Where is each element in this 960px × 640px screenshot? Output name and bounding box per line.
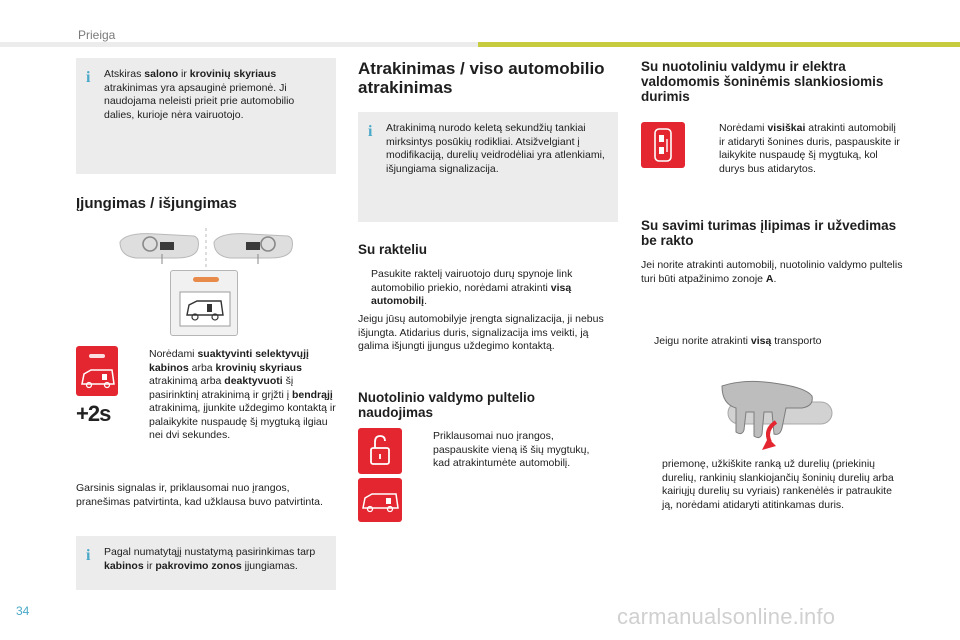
paragraph-pull-handle: priemonę, užkiškite ranką už durelių (priekinių durelių, rankinių slankiojančių šoninių durelių arba kairiųjų durelių su vyriais) rankenėlės ir patraukite ją, norėdami atidaryti atitinkamas duris.: [662, 458, 894, 511]
info-icon: i: [86, 547, 91, 564]
unlock-cargo-button-icon: [358, 478, 402, 522]
bullet-remote-unlock: Priklausomai nuo įrangos, paspauskite vieną iš šių mygtukų, kad atrakintumėte automobilį.: [433, 430, 590, 469]
info-text: Pagal numatytąjį nustatymą pasirinkimas tarp kabinos ir pakrovimo zonos įjungiamas.: [104, 546, 316, 572]
heading-activation: Įjungimas / išjungimas: [76, 195, 237, 212]
sliding-door-button-icon: [641, 122, 685, 168]
unlock-padlock-button-icon: [358, 428, 402, 474]
paragraph-alarm: Jeigu jūsų automobilyje įrengta signalizacija, ji nebus išjungta. Atidarius duris, signalizacija ims veikti, ją galima išjungti įjungus uždegimo kontaktą.: [358, 313, 604, 352]
info-icon: i: [86, 69, 91, 86]
two-seconds-badge: +2s: [76, 401, 111, 426]
info-icon: i: [368, 123, 373, 140]
bullet-full-unlock: Norėdami visiškai atrakinti automobilį ir atidaryti šonines duris, paspauskite ir laikykite nuspaudę šį mygtuką, kol durys bus atidarytos.: [719, 122, 900, 175]
door-handles-illustration: [116, 226, 296, 276]
bullet-selective-unlock: Norėdami suaktyvinti selektyvųjį kabinos arba krovinių skyriaus atrakinimą arba deaktyvuoti šį pasirinktinį atrakinimą ir grįžti į bendrąjį atrakinimą, įjunkite uždegimo kontaktą ir palaikykite nuspaudę šį mygtuką ilgiau nei dvi sekundes.: [149, 348, 336, 441]
paragraph-confirmation: Garsinis signalas ir, priklausomai nuo įrangos, pranešimas patvirtinta, kad užklausa buvo patvirtinta.: [76, 482, 323, 508]
heading-remote-sliding-doors: Su nuotoliniu valdymu ir elektra valdomomis šoninėmis slankiosiomis durimis: [641, 59, 884, 104]
section-name: Prieiga: [78, 28, 116, 42]
watermark: carmanualsonline.info: [617, 604, 836, 629]
header-accent-bar: [478, 42, 960, 47]
info-box-separate-unlocking: [76, 58, 336, 174]
info-text: Atrakinimą nurodo keletą sekundžių tankiai mirksintys posūkių rodikliai. Atsižvelgiant į modifikaciją, durelių veidrodėliai yra atlenkiami, išjungiama signalizacija.: [386, 122, 605, 175]
keyfob-indicator-light: [193, 277, 219, 282]
bullet-keyless-unlock: Jeigu norite atrakinti visą transporto: [654, 335, 822, 347]
heading-with-key: Su rakteliu: [358, 242, 428, 257]
info-box-unlock-indication: [358, 112, 618, 222]
bullet-key-unlock: Pasukite raktelį vairuotojo durų spynoje link automobilio priekio, norėdami atrakinti visą automobilį.: [371, 268, 573, 307]
selective-unlock-button-icon: [76, 346, 118, 396]
van-side-door-icon: [179, 291, 231, 327]
paragraph-recognition-zone: Jei norite atrakinti automobilį, nuotolinio valdymo pultelis turi būti atpažinimo zonoje A.: [641, 259, 903, 285]
page-number: 34: [16, 604, 30, 618]
info-box-default-setting: [76, 536, 336, 590]
heading-remote-control: Nuotolinio valdymo pultelio naudojimas: [358, 390, 535, 420]
heading-keyless-entry: Su savimi turimas įlipimas ir užvedimas be rakto: [641, 218, 897, 248]
hand-door-handle-illustration: [716, 378, 836, 458]
info-text: Atskiras salono ir krovinių skyriaus atrakinimas yra apsauginė priemonė. Ji naudojama neleisti prieit prie automobilio dalies, kurioje nėra vairuotojo.: [104, 68, 295, 121]
keyfob-button-illustration: [170, 270, 238, 336]
title-unlocking: Atrakinimas / viso automobilio atrakinimas: [358, 59, 605, 97]
